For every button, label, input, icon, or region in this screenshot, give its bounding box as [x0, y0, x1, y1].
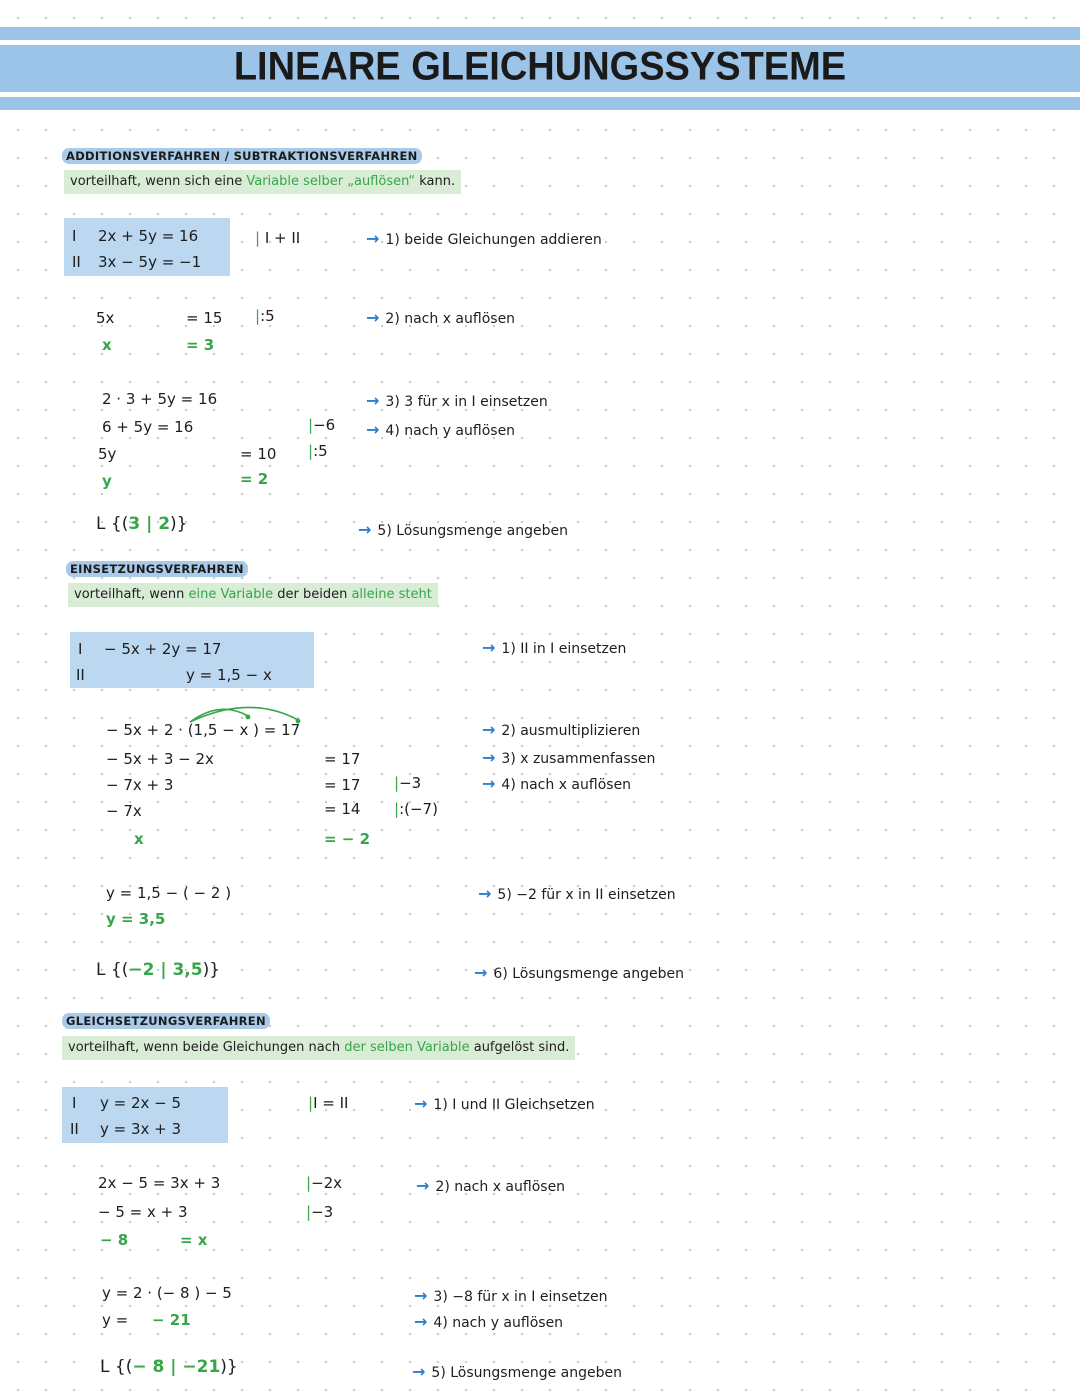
page-title: LINEARE GLEICHUNGSSYSTEME	[233, 44, 847, 90]
note-highlight: Variable selber „auflösen“	[246, 174, 416, 189]
step-explanation: → 1) beide Gleichungen addieren	[366, 229, 602, 248]
arrow-right-icon: →	[414, 1312, 428, 1331]
step-line: = 10	[240, 445, 277, 463]
equation-label: II	[76, 666, 85, 684]
arrow-right-icon: →	[366, 308, 380, 327]
step-line: 6 + 5y = 16	[102, 418, 194, 436]
arrow-right-icon: →	[366, 391, 380, 410]
operation-note: |−3	[306, 1203, 334, 1221]
equation-1: y = 2x − 5	[100, 1094, 182, 1112]
equation-2: y = 3x + 3	[100, 1120, 182, 1138]
step-line: 5x	[96, 309, 115, 327]
solution-set: L {(−2 | 3,5)}	[96, 960, 221, 980]
result-x-value: = 3	[186, 336, 215, 354]
equation-2: y = 1,5 − x	[186, 666, 272, 684]
solution-set: L {(3 | 2)}	[96, 514, 188, 534]
result-y-value: = 2	[240, 470, 269, 488]
step-explanation: → 4) nach x auflösen	[482, 774, 632, 793]
arrow-right-icon: →	[478, 884, 492, 903]
operation-note: |−3	[394, 774, 422, 792]
step-line: − 5 = x + 3	[98, 1203, 188, 1221]
arrow-right-icon: →	[366, 229, 380, 248]
note-text: der beiden	[273, 587, 352, 602]
note-highlight: der selben Variable	[344, 1040, 470, 1055]
step-explanation: → 2) nach x auflösen	[366, 308, 516, 327]
equation-label: I	[72, 227, 77, 245]
step-line: = 15	[186, 309, 223, 327]
operation-note: |:5	[255, 307, 275, 325]
step-explanation: → 2) ausmultiplizieren	[482, 720, 641, 739]
result-x: − 8	[100, 1231, 129, 1249]
step-line: − 5x + 3 − 2x	[106, 750, 214, 768]
step-explanation: → 3) x zusammenfassen	[482, 748, 656, 767]
note-text: aufgelöst sind.	[469, 1040, 570, 1055]
step-explanation: → 1) I und II Gleichsetzen	[414, 1094, 595, 1113]
solution-set: L {(− 8 | −21)}	[100, 1357, 238, 1377]
equation-label: I	[78, 640, 83, 658]
result-x-value: = − 2	[324, 830, 371, 848]
result-x: x	[134, 830, 144, 848]
operation-note: | I + II	[255, 229, 301, 247]
step-line: y = 1,5 − ( − 2 )	[106, 884, 232, 902]
equation-label: I	[72, 1094, 77, 1112]
arrow-right-icon: →	[414, 1286, 428, 1305]
step-explanation: → 2) nach x auflösen	[416, 1176, 566, 1195]
step-line: 2x − 5 = 3x + 3	[98, 1174, 221, 1192]
operation-note: |:5	[308, 442, 328, 460]
operation-note: |−6	[308, 416, 336, 434]
operation-note: |−2x	[306, 1174, 343, 1192]
note-text: vorteilhaft, wenn	[74, 587, 189, 602]
step-line: y =	[102, 1311, 129, 1329]
arrow-right-icon: →	[482, 748, 496, 767]
note-text: vorteilhaft, wenn beide Gleichungen nach	[68, 1040, 345, 1055]
arrow-right-icon: →	[358, 520, 372, 539]
section-heading-einsetzung: EINSETZUNGSVERFAHREN	[66, 561, 248, 577]
step-explanation: → 3) −8 für x in I einsetzen	[414, 1286, 608, 1305]
equation-label: II	[70, 1120, 79, 1138]
note-gleichsetzung	[62, 1036, 575, 1060]
step-line: − 5x + 2 · (1,5 − x ) = 17	[106, 721, 301, 739]
step-line: 2 · 3 + 5y = 16	[102, 390, 218, 408]
step-explanation: → 5) Lösungsmenge angeben	[358, 520, 568, 539]
note-text: vorteilhaft, wenn sich eine	[70, 174, 247, 189]
equation-1: − 5x + 2y = 17	[104, 640, 222, 658]
arrow-right-icon: →	[414, 1094, 428, 1113]
step-line: − 7x + 3	[106, 776, 174, 794]
equation-label: II	[72, 253, 81, 271]
operation-note: |:(−7)	[394, 800, 438, 818]
note-highlight: alleine steht	[351, 587, 432, 602]
note-highlight: eine Variable	[188, 587, 274, 602]
arrow-right-icon: →	[366, 420, 380, 439]
note-text: kann.	[415, 174, 456, 189]
step-line: = 14	[324, 800, 361, 818]
result-y-value: − 21	[152, 1311, 191, 1329]
result-x: x	[102, 336, 112, 354]
arrow-right-icon: →	[482, 720, 496, 739]
step-explanation: → 6) Lösungsmenge angeben	[474, 963, 684, 982]
step-explanation: → 4) nach y auflösen	[366, 420, 516, 439]
step-explanation: → 3) 3 für x in I einsetzen	[366, 391, 548, 410]
section-heading-gleichsetzung: GLEICHSETZUNGSVERFAHREN	[62, 1013, 270, 1029]
equation-1: 2x + 5y = 16	[98, 227, 199, 245]
arrow-right-icon: →	[482, 774, 496, 793]
step-line: 5y	[98, 445, 117, 463]
step-explanation: → 5) Lösungsmenge angeben	[412, 1362, 622, 1381]
step-line: = 17	[324, 750, 361, 768]
step-line: y = 2 · (− 8 ) − 5	[102, 1284, 232, 1302]
step-line: = 17	[324, 776, 361, 794]
result-y: y	[102, 472, 112, 490]
step-explanation: → 1) II in I einsetzen	[482, 638, 627, 657]
step-explanation: → 4) nach y auflösen	[414, 1312, 564, 1331]
step-line: − 7x	[106, 802, 142, 820]
arrow-right-icon: →	[416, 1176, 430, 1195]
step-explanation: → 5) −2 für x in II einsetzen	[478, 884, 676, 903]
arrow-right-icon: →	[474, 963, 488, 982]
arrow-right-icon: →	[412, 1362, 426, 1381]
section-heading-addition: ADDITIONSVERFAHREN / SUBTRAKTIONSVERFAHREN	[62, 148, 422, 164]
arrow-right-icon: →	[482, 638, 496, 657]
result-x-value: = x	[180, 1231, 208, 1249]
result-y: y = 3,5	[106, 910, 166, 928]
operation-note: |I = II	[308, 1094, 349, 1112]
equation-2: 3x − 5y = −1	[98, 253, 202, 271]
